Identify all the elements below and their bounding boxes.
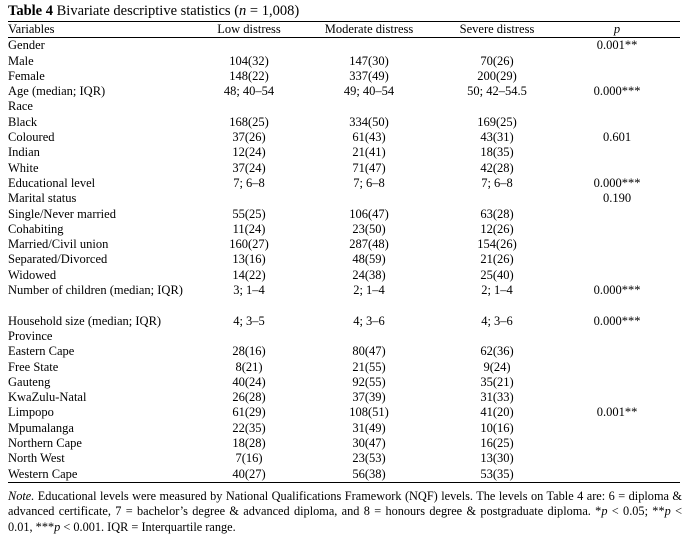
cell-severe-distress: 43(31) — [480, 130, 514, 145]
table-header-row — [8, 22, 680, 38]
row-label: White — [8, 160, 39, 175]
note-body: Educational levels were measured by National Qualifications Framework (NQF) levels. The levels on Table 4 are: 6 = diploma & advanced certificate, 7 = bachelor’s degree & advanced diploma, and 8 = honours degree & postgraduate diploma. — [8, 489, 682, 519]
cell-moderate-distress: 337(49) — [349, 68, 389, 83]
cell-low-distress: 7(16) — [235, 451, 263, 466]
cell-moderate-distress — [298, 99, 440, 114]
cell-p-value — [554, 99, 680, 114]
table-row — [8, 329, 680, 344]
cell-p-value — [554, 451, 680, 466]
table-row — [8, 252, 680, 267]
cell-moderate-distress: 61(43) — [352, 130, 386, 145]
table-caption — [8, 2, 299, 20]
cell-p-value — [554, 268, 680, 283]
table-row — [8, 390, 680, 405]
cell-p-value: 0.000*** — [593, 313, 641, 328]
table-row — [8, 237, 680, 252]
row-label: Educational level — [8, 175, 96, 190]
cell-moderate-distress: 71(47) — [352, 160, 386, 175]
cell-moderate-distress: 108(51) — [349, 405, 389, 420]
table-row — [8, 467, 680, 483]
cell-low-distress: 11(24) — [232, 221, 266, 236]
cell-severe-distress: 16(25) — [480, 436, 514, 451]
cell-severe-distress — [440, 329, 554, 344]
note-label: Note. — [8, 489, 35, 503]
cell-severe-distress: 35(21) — [480, 374, 514, 389]
cell-severe-distress: 50; 42–54.5 — [467, 84, 527, 99]
cell-low-distress: 37(26) — [232, 130, 266, 145]
cell-severe-distress: 70(26) — [480, 53, 514, 68]
cell-severe-distress — [440, 38, 554, 54]
row-label: Race — [8, 99, 33, 114]
cell-p-value — [554, 390, 680, 405]
table-row — [8, 69, 680, 84]
row-label: Free State — [8, 359, 59, 374]
table-title: Bivariate descriptive statistics — [56, 3, 231, 19]
cell-p-value — [554, 207, 680, 222]
cell-severe-distress: 25(40) — [480, 267, 514, 282]
row-label: Female — [8, 68, 45, 83]
table-row — [8, 222, 680, 237]
cell-moderate-distress: 56(38) — [298, 467, 440, 483]
row-label: North West — [8, 451, 65, 466]
cell-low-distress — [200, 329, 298, 344]
table-row — [8, 54, 680, 69]
row-label: Age (median; IQR) — [8, 84, 106, 99]
cell-p-value — [554, 329, 680, 344]
cell-severe-distress: 4; 3–6 — [481, 313, 513, 328]
cell-low-distress: 14(22) — [232, 267, 266, 282]
cell-low-distress: 148(22) — [229, 68, 269, 83]
cell-p-value — [554, 360, 680, 375]
cell-p-value: 0.001** — [596, 405, 638, 420]
cell-moderate-distress: 7; 6–8 — [353, 175, 385, 190]
cell-low-distress: 168(25) — [229, 114, 269, 129]
cell-moderate-distress: 4; 3–6 — [353, 313, 385, 328]
cell-low-distress — [200, 99, 298, 114]
header-p-value: p — [554, 22, 680, 38]
cell-p-value — [554, 54, 680, 69]
cell-moderate-distress — [298, 191, 440, 206]
table-row — [8, 130, 680, 145]
cell-severe-distress: 18(35) — [480, 145, 514, 160]
cell-low-distress: 28(16) — [232, 344, 266, 359]
row-label: Marital status — [8, 191, 77, 206]
cell-p-value: 0.601 — [602, 130, 632, 145]
table-body — [8, 38, 680, 483]
cell-moderate-distress: 49; 40–54 — [343, 84, 395, 99]
row-label: Male — [8, 53, 34, 68]
row-label: Eastern Cape — [8, 344, 75, 359]
cell-moderate-distress: 21(41) — [352, 145, 386, 160]
cell-low-distress: 40(24) — [232, 374, 266, 389]
cell-moderate-distress — [298, 329, 440, 344]
cell-severe-distress — [440, 99, 554, 114]
row-label: Indian — [8, 145, 40, 160]
cell-low-distress: 37(24) — [232, 160, 266, 175]
header-variables: Variables — [8, 22, 200, 38]
cell-severe-distress: 41(20) — [480, 405, 514, 420]
table-row — [8, 207, 680, 222]
cell-low-distress — [200, 38, 298, 54]
row-label: Household size (median; IQR) — [8, 313, 162, 328]
cell-low-distress: 8(21) — [235, 359, 263, 374]
cell-low-distress: 22(35) — [232, 420, 266, 435]
table-row — [8, 191, 680, 206]
row-label: Gender — [8, 38, 45, 53]
cell-moderate-distress: 21(55) — [352, 359, 386, 374]
cell-severe-distress: 169(25) — [477, 114, 517, 129]
cell-low-distress: 160(27) — [229, 237, 269, 252]
cell-severe-distress: 13(30) — [480, 451, 514, 466]
cell-p-value — [554, 222, 680, 237]
table-row — [8, 421, 680, 436]
cell-severe-distress: 62(36) — [480, 344, 514, 359]
cell-severe-distress: 42(28) — [480, 160, 514, 175]
header-moderate-distress: Moderate distress — [298, 22, 440, 38]
table-row — [8, 115, 680, 130]
row-label: Married/Civil union — [8, 237, 109, 252]
row-label: Western Cape — [8, 467, 200, 483]
header-severe-distress: Severe distress — [440, 22, 554, 38]
cell-p-value — [554, 436, 680, 451]
cell-p-value — [554, 467, 680, 483]
cell-moderate-distress: 23(50) — [352, 221, 386, 236]
cell-moderate-distress: 2; 1–4 — [353, 283, 385, 298]
cell-severe-distress: 9(24) — [483, 359, 511, 374]
table-row — [8, 38, 680, 54]
cell-low-distress: 7; 6–8 — [233, 175, 265, 190]
cell-moderate-distress: 24(38) — [352, 267, 386, 282]
table-row — [8, 375, 680, 390]
cell-moderate-distress: 106(47) — [349, 206, 389, 221]
cell-severe-distress: 10(16) — [480, 420, 514, 435]
bivariate-stats-table — [8, 21, 680, 483]
cell-severe-distress: 31(33) — [480, 390, 514, 405]
cell-severe-distress: 63(28) — [480, 206, 514, 221]
cell-p-value: 0.190 — [602, 191, 632, 206]
table-row — [8, 84, 680, 99]
cell-severe-distress: 12(26) — [480, 221, 514, 236]
row-label: Separated/Divorced — [8, 252, 108, 267]
table-row — [8, 283, 680, 314]
cell-p-value — [554, 344, 680, 359]
cell-severe-distress — [440, 191, 554, 206]
row-label: KwaZulu-Natal — [8, 390, 87, 405]
cell-moderate-distress: 30(47) — [352, 436, 386, 451]
cell-p-value — [554, 161, 680, 176]
cell-severe-distress: 200(29) — [477, 68, 517, 83]
cell-low-distress: 104(32) — [229, 53, 269, 68]
cell-moderate-distress: 287(48) — [349, 237, 389, 252]
cell-low-distress — [200, 191, 298, 206]
cell-p-value: 0.000*** — [593, 175, 641, 190]
cell-moderate-distress: 23(53) — [352, 451, 386, 466]
cell-moderate-distress: 92(55) — [352, 374, 386, 389]
cell-moderate-distress: 80(47) — [352, 344, 386, 359]
row-label: Limpopo — [8, 405, 54, 420]
row-label: Mpumalanga — [8, 420, 74, 435]
cell-low-distress: 13(16) — [232, 252, 266, 267]
cell-low-distress: 61(29) — [232, 405, 266, 420]
cell-p-value: 0.000*** — [593, 84, 641, 99]
table-row — [8, 161, 680, 176]
cell-severe-distress: 7; 6–8 — [481, 175, 513, 190]
cell-severe-distress: 2; 1–4 — [481, 283, 513, 298]
cell-p-value — [554, 115, 680, 130]
row-label: Province — [8, 328, 53, 343]
cell-low-distress: 3; 1–4 — [233, 283, 265, 298]
cell-moderate-distress: 31(49) — [352, 420, 386, 435]
table-row — [8, 360, 680, 375]
cell-severe-distress: 154(26) — [477, 237, 517, 252]
cell-p-value — [554, 237, 680, 252]
cell-low-distress: 48; 40–54 — [223, 84, 275, 99]
table-note — [8, 489, 682, 535]
cell-low-distress: 12(24) — [232, 145, 266, 160]
significance-legend: *p < 0.05; **p < 0.01, ***p < 0.001. IQR = Interquartile range. — [8, 504, 682, 534]
row-label: Northern Cape — [8, 436, 82, 451]
cell-p-value — [554, 145, 680, 160]
cell-moderate-distress: 334(50) — [349, 114, 389, 129]
cell-severe-distress: 21(26) — [480, 252, 514, 267]
table-row — [8, 314, 680, 329]
row-label: Cohabiting — [8, 221, 64, 236]
table-row — [8, 436, 680, 451]
cell-p-value — [554, 252, 680, 267]
cell-low-distress: 40(27) — [200, 467, 298, 483]
table-row — [8, 268, 680, 283]
row-label: Black — [8, 114, 38, 129]
table-row — [8, 176, 680, 191]
row-label: Single/Never married — [8, 206, 116, 221]
cell-moderate-distress — [298, 38, 440, 54]
table-row — [8, 405, 680, 420]
cell-p-value: 0.000*** — [593, 283, 641, 298]
cell-moderate-distress: 37(39) — [352, 390, 386, 405]
row-label: Widowed — [8, 267, 57, 282]
row-label: Number of children (median; IQR) — [8, 283, 183, 298]
cell-low-distress: 18(28) — [232, 436, 266, 451]
cell-p-value — [554, 421, 680, 436]
row-label: Gauteng — [8, 374, 51, 389]
table-row — [8, 145, 680, 160]
row-label: Coloured — [8, 130, 55, 145]
cell-low-distress: 55(25) — [232, 206, 266, 221]
table-row — [8, 451, 680, 466]
cell-p-value: 0.001** — [596, 38, 638, 53]
table-row — [8, 99, 680, 114]
table-number: Table 4 — [8, 3, 53, 19]
cell-p-value — [554, 69, 680, 84]
table-row — [8, 344, 680, 359]
cell-moderate-distress: 48(59) — [352, 252, 386, 267]
header-low-distress: Low distress — [200, 22, 298, 38]
cell-p-value — [554, 375, 680, 390]
cell-low-distress: 26(28) — [232, 390, 266, 405]
sample-size: (n = 1,008) — [234, 3, 300, 19]
cell-low-distress: 4; 3–5 — [233, 313, 265, 328]
cell-severe-distress: 53(35) — [440, 467, 554, 483]
cell-moderate-distress: 147(30) — [349, 53, 389, 68]
